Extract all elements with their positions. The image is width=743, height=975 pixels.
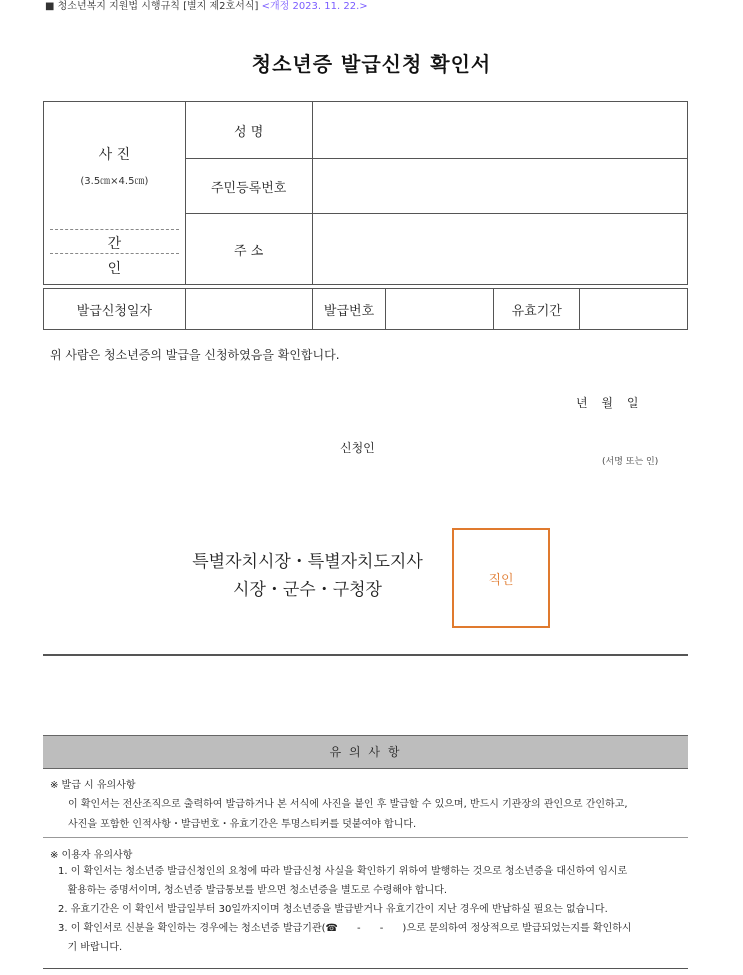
address-field[interactable] [312, 214, 687, 285]
revision-date: <개정 2023. 11. 22.> [261, 1, 368, 12]
user-notice-body [58, 862, 688, 957]
notice-title-bar: 유 의 사 항 [43, 735, 688, 769]
issue-notice-line-1: 이 확인서는 전산조직으로 출력하여 발급하거나 본 서식에 사진을 붙인 후 발급할 수 있으며, 반드시 기관장의 관인으로 간인하고, [68, 799, 628, 810]
confirmation-text: 위 사람은 청소년증의 발급을 신청하였음을 확인합니다. [50, 348, 340, 362]
applicant-info-table [43, 101, 688, 285]
applicant-label: 신청인 [340, 441, 375, 455]
seal-line-top [50, 229, 179, 230]
user-notice-heading: ※ 이용자 유의사항 [50, 850, 133, 861]
name-field[interactable] [312, 102, 687, 159]
user-notice-3b: 기 바랍니다. [58, 942, 123, 953]
user-notice-3a: 3. 이 확인서로 신분을 확인하는 경우에는 청소년증 발급기관(☎ - - )으로 문의하여 정상적으로 발급되었는지를 확인하시 [58, 923, 632, 934]
form-header [45, 0, 368, 12]
seal-line-bottom [50, 253, 179, 254]
name-label: 성 명 [185, 102, 312, 159]
issue-info-table [43, 288, 688, 330]
validity-label: 유효기간 [494, 289, 580, 330]
apply-date-field[interactable] [185, 289, 312, 330]
authority-line-1: 특별자치시장・특별자치도지사 [192, 552, 423, 572]
bottom-rule [43, 968, 688, 969]
authority-line-2: 시장・군수・구청장 [233, 580, 382, 600]
issuing-authority [175, 548, 440, 604]
issue-notice-heading: ※ 발급 시 유의사항 [50, 780, 136, 791]
validity-field[interactable] [580, 289, 688, 330]
photo-label: 사 진 [98, 147, 131, 163]
signature-note: (서명 또는 인) [602, 457, 659, 467]
photo-size: (3.5㎝×4.5㎝) [80, 176, 149, 187]
official-seal [452, 528, 550, 628]
seal-label: 직인 [488, 572, 514, 588]
apply-date-label: 발급신청일자 [44, 289, 186, 330]
date-line: 년 월 일 [576, 396, 639, 410]
photo-area[interactable] [44, 102, 186, 285]
section-divider [43, 654, 688, 656]
issue-notice-line-2: 사진을 포함한 인적사항・발급번호・유효기간은 투명스티커를 덧붙여야 합니다. [68, 819, 417, 830]
in-label: 인 [107, 261, 122, 277]
issue-notice-body [68, 795, 688, 835]
rrn-label: 주민등록번호 [185, 159, 312, 214]
address-label: 주 소 [185, 214, 312, 285]
issue-number-field[interactable] [386, 289, 494, 330]
form-reference: ■ 청소년복지 지원법 시행규칙 [별지 제2호서식] [45, 1, 259, 12]
user-notice-2: 2. 유효기간은 이 확인서 발급일부터 30일까지이며 청소년증을 발급받거나 유효기간이 지난 경우에 반납하실 필요는 없습니다. [58, 904, 608, 915]
gan-label: 간 [107, 236, 122, 252]
user-notice-1b: 활용하는 증명서이며, 청소년증 발급통보를 받으면 청소년증을 별도로 수령해야 합니다. [58, 885, 448, 896]
user-notice-1a: 1. 이 확인서는 청소년증 발급신청인의 요청에 따라 발급신청 사실을 확인하기 위하여 발행하는 것으로 청소년증을 대신하여 임시로 [58, 866, 628, 877]
notice-separator [43, 837, 688, 838]
rrn-field[interactable] [312, 159, 687, 214]
page-title: 청소년증 발급신청 확인서 [251, 52, 492, 76]
issue-number-label: 발급번호 [312, 289, 386, 330]
